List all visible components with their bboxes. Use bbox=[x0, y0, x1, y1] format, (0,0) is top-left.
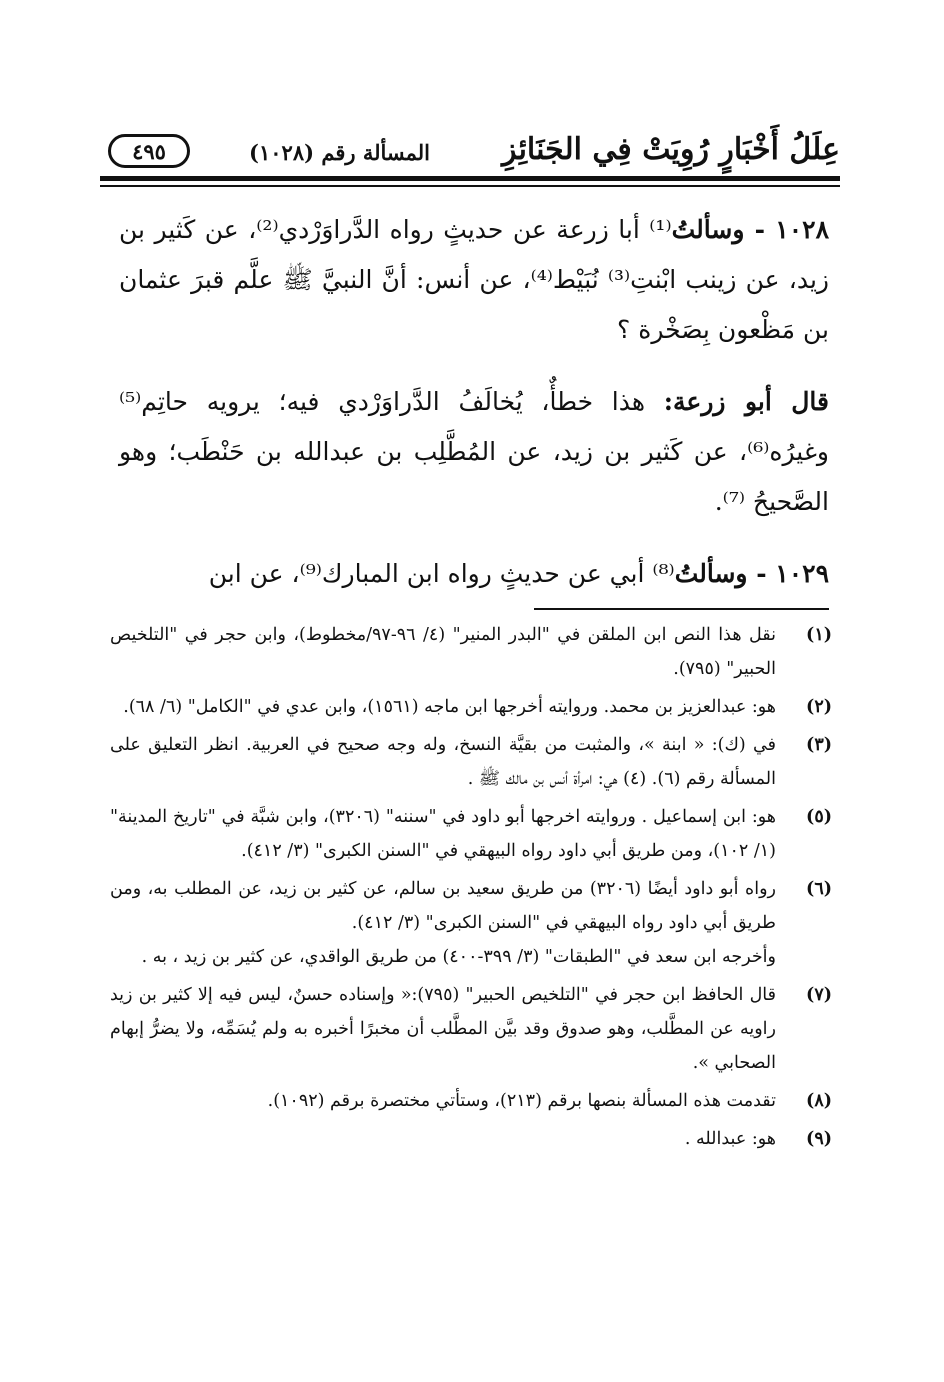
footnote-text bbox=[110, 728, 776, 796]
page-number-badge: ٤٩٥ bbox=[108, 134, 190, 168]
header-rule-thick bbox=[100, 176, 840, 181]
footnote-number: (٦) bbox=[806, 879, 832, 899]
paragraph-text: ⁽¹⁾ أبا زرعة عن حديثٍ رواه الدَّراوَرْدي⁽²⁾، عن كَثير بن زيد، عن زينب ابْنتِ⁽³⁾ نُبَيْط⁽⁴⁾، عن أنس: أنَّ النبيَّ ﷺ علَّم قبرَ عثمان بن مَظْعون بِصَخْرة ؟ bbox=[119, 215, 829, 344]
footnote-line: هو: ابن إسماعيل . وروايته اخرجها أبو داود في "سننه" (٣٢٠٦)، وابن شبَّة في "تاريخ المدينة" (١/ ١٠٢)، ومن طريق أبي داود رواه البيهقي في "السنن الكبرى" (٣/ ٤١٢). bbox=[110, 807, 776, 861]
footnote-line: وأخرجه ابن سعد في "الطبقات" (٣/ ٣٩٩-٤٠٠) من طريق الواقدي، عن كثير بن زيد ، به . bbox=[141, 947, 776, 967]
footnote bbox=[110, 872, 832, 974]
running-header bbox=[100, 130, 840, 176]
footnote bbox=[110, 618, 832, 686]
footnote-line: هو: عبدالعزيز بن محمد. وروايته أخرجها ابن ماجه (١٥٦١)، وابن عدي في "الكامل" (٦/ ٦٨). bbox=[123, 697, 776, 717]
footnote-line: نقل هذا النص ابن الملقن في "البدر المنير" (٤/ ٩٦-٩٧/مخطوط)، وابن حجر في "التلخيص الحبير" (٧٩٥). bbox=[110, 625, 776, 679]
footnote-number: (٥) bbox=[806, 807, 832, 827]
footnote bbox=[110, 1084, 832, 1118]
book-title: عِلَلُ أَخْبَارٍ رُوِيَتْ فِي الجَنَائِزِ bbox=[502, 132, 840, 167]
footnote bbox=[110, 728, 832, 796]
issue-label: المسألة رقم (١٠٢٨) bbox=[249, 140, 430, 165]
footnote-number: (١) bbox=[806, 625, 832, 645]
paragraph-text: هذا خطأٌ، يُخالَفُ الدَّراوَرْدي فيه؛ يرويه حاتِم⁽⁵⁾ وغيرُه⁽⁶⁾، عن كَثير بن زيد، عن المُطَّلِب بن عبدالله بن حَنْطَب؛ وهو الصَّحيحُ ⁽⁷⁾. bbox=[119, 387, 829, 516]
footnote-text bbox=[110, 1122, 776, 1156]
footnote-line: في (ك): « ابنة »، والمثبت من بقيَّة النسخ، وله وجه صحيح في العربية. انظر التعليق على المسألة رقم (٦). (٤) هي: امرأة أنس بن مالك ﷺ . bbox=[110, 735, 776, 789]
footnote-number: (٩) bbox=[806, 1129, 832, 1149]
footnote-number: (٣) bbox=[806, 735, 832, 755]
footnote-text bbox=[110, 690, 776, 724]
footnote-separator bbox=[534, 608, 829, 610]
main-text bbox=[119, 205, 829, 621]
header-rule-thin bbox=[100, 185, 840, 187]
footnote bbox=[110, 978, 832, 1080]
footnote-text bbox=[110, 872, 776, 974]
footnote-text bbox=[110, 800, 776, 868]
footnote-line: قال الحافظ ابن حجر في "التلخيص الحبير" (٧٩٥):« وإسناده حسنٌ، ليس فيه إلا كثير بن زيد راويه عن المطَّلب، وهو صدوق وقد بيَّن المطَّلب أن مخبرًا أخبره به ولم يُسَمِّه، ولا يضرُّ إبهام الصحابي ». bbox=[110, 985, 776, 1073]
paragraph-1029 bbox=[119, 549, 829, 599]
footnote-line: هو: عبدالله . bbox=[684, 1129, 776, 1149]
footnote-text bbox=[110, 978, 776, 1080]
footnote-number: (٨) bbox=[806, 1091, 832, 1111]
footnote bbox=[110, 690, 832, 724]
footnote bbox=[110, 1122, 832, 1156]
paragraph-text: ⁽⁸⁾ أبي عن حديثٍ رواه ابن المبارك⁽⁹⁾، عن ابن bbox=[208, 559, 675, 588]
paragraph-1028 bbox=[119, 205, 829, 355]
footnote-number: (٢) bbox=[806, 697, 832, 717]
paragraph-lead: ١٠٢٨ - وسألتُ bbox=[671, 215, 829, 244]
paragraph-lead: قال أبو زرعة: bbox=[663, 387, 829, 416]
paragraph-abu-zurah bbox=[119, 377, 829, 527]
footnote-text bbox=[110, 1084, 776, 1118]
footnote-text bbox=[110, 618, 776, 686]
footnotes bbox=[110, 618, 832, 1160]
footnote bbox=[110, 800, 832, 868]
footnote-number: (٧) bbox=[806, 985, 832, 1005]
footnote-line: تقدمت هذه المسألة بنصها برقم (٢١٣)، وستأتي مختصرة برقم (١٠٩٢). bbox=[267, 1091, 776, 1111]
footnote-line: رواه أبو داود أيضًا (٣٢٠٦) من طريق سعيد بن سالم، عن كثير بن زيد، عن المطلب به، ومن طريق أبي داود رواه البيهقي في "السنن الكبرى" (٣/ ٤١٢). bbox=[110, 879, 776, 933]
paragraph-lead: ١٠٢٩ - وسألتُ bbox=[674, 559, 829, 588]
